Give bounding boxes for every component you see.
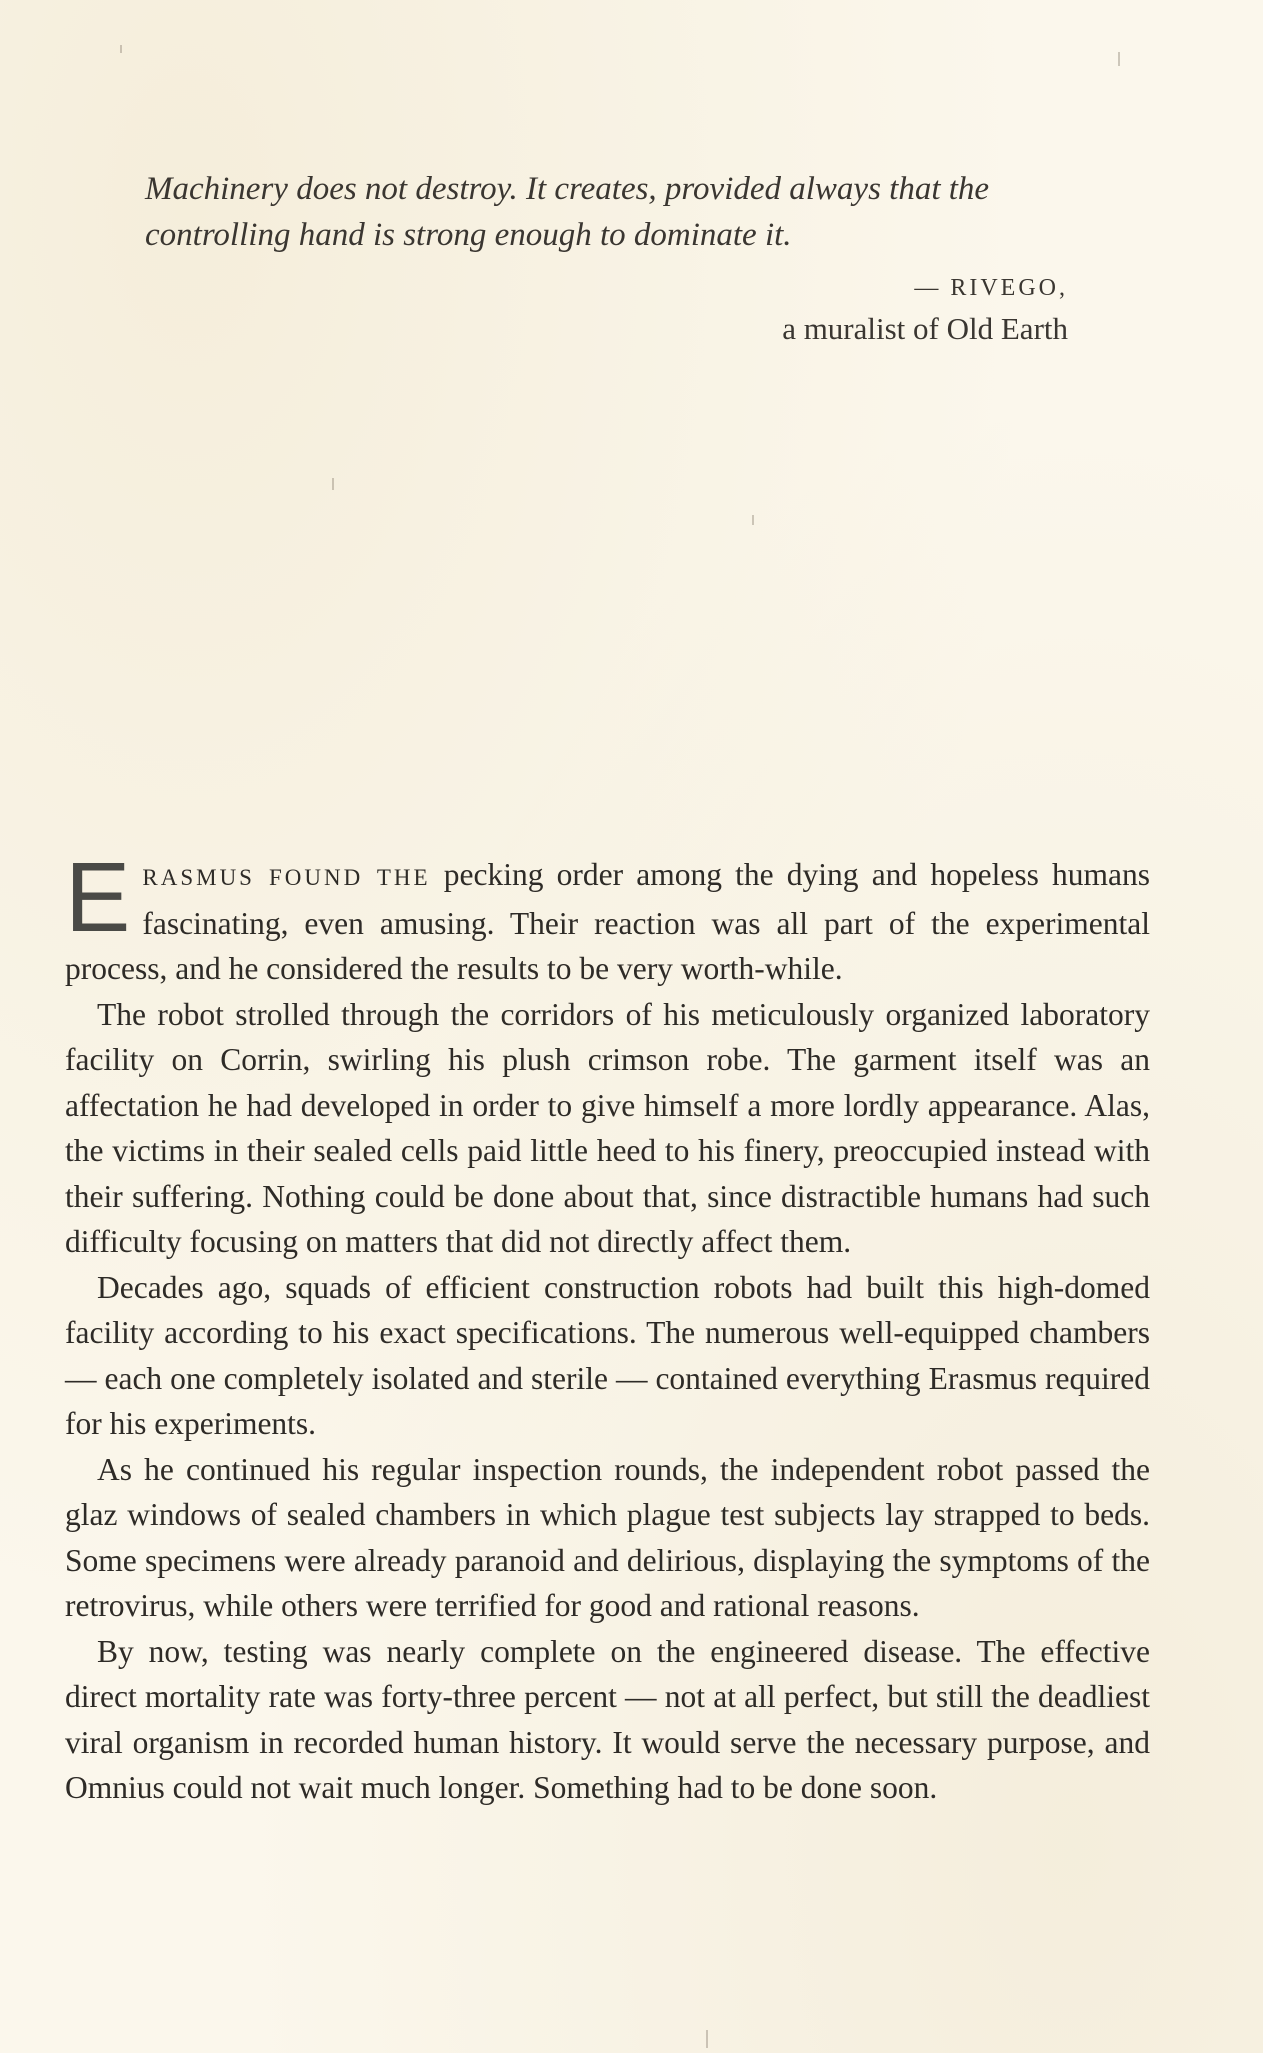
paragraph: By now, testing was nearly complete on the engineered disease. The effective direct mortality rate was forty-three percent — not at all perfect, but still the deadliest viral organism in recorded human history. It would serve the necessary purpose, and Omnius could not wait much longer. Something had to be done soon. <box>65 1633 1150 1805</box>
epigraph-line-1: Machinery does not destroy. It creates, provided always that the <box>145 171 990 207</box>
attribution-description: a muralist of Old Earth <box>782 311 1068 346</box>
epigraph-attribution <box>600 268 1068 350</box>
paper-speck <box>332 478 334 490</box>
paragraph: Decades ago, squads of efficient construction robots had built this high-domed facility according to his exact specifications. The numerous well-equipped chambers — each one completely isolated and sterile — contained everything Erasmus required for his experiments. <box>65 1269 1150 1441</box>
paper-speck <box>120 45 122 53</box>
paragraph: As he continued his regular inspection rounds, the independent robot passed the glaz windows of sealed chambers in which plague test subjects lay strapped to beds. Some specimens were already paranoid and delirious, displaying the symptoms of the retrovirus, while others were terrified for good and rational reasons. <box>65 1451 1150 1623</box>
opening-small-caps: RASMUS FOUND THE <box>142 865 431 890</box>
paper-speck <box>706 2030 708 2048</box>
epigraph <box>145 166 1075 258</box>
epigraph-line-2: controlling hand is strong enough to dominate it. <box>145 217 792 253</box>
paper-speck <box>752 515 754 525</box>
opening-text: pecking order among the dying and hopeless humans fascinating, even amusing. Their reaction was all part of the experimental process, and he considered the results to be very worth-while. <box>65 857 1150 986</box>
paragraph: The robot strolled through the corridors of his meticulously organized laboratory facility on Corrin, swirling his plush crimson robe. The garment itself was an affectation he had developed in order to give himself a more lordly appearance. Alas, the victims in their sealed cells paid little heed to his finery, preoccupied instead with their suffering. Nothing could be done about that, since distractible humans had such difficulty focusing on matters that did not directly affect them. <box>65 996 1150 1259</box>
paper-speck <box>1118 52 1120 66</box>
attribution-name: — RIVEGO, <box>914 275 1068 301</box>
chapter-body <box>65 842 1150 1811</box>
drop-cap: E <box>65 842 131 952</box>
opening-paragraph <box>65 842 1150 992</box>
